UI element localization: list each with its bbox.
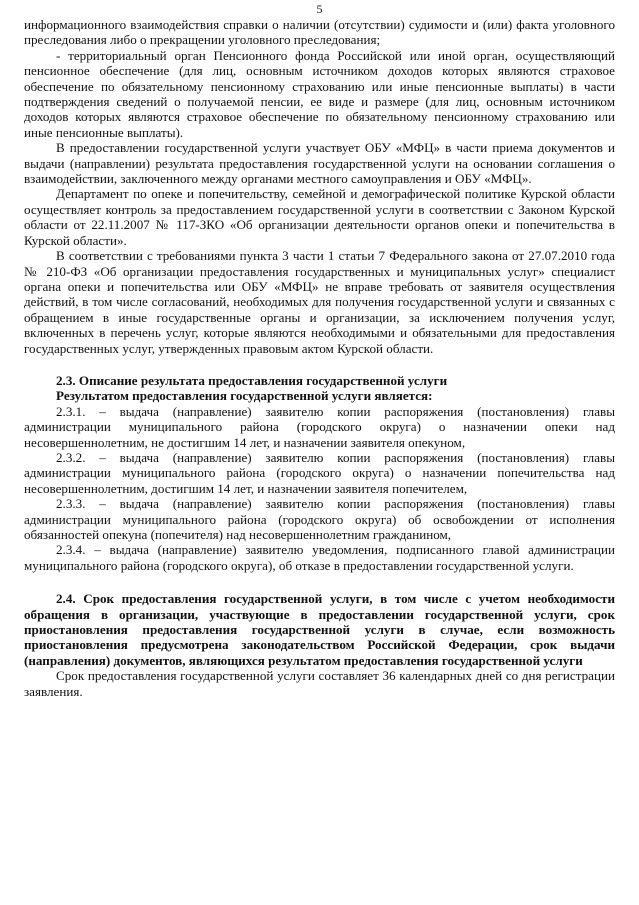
document-page [24,2,615,699]
section-2-3-heading: 2.3. Описание результата предоставления государственной услуги [56,372,448,388]
section-2-3-subheading: Результатом предоставления государственной услуги является: [56,388,433,404]
result-item-2-3-3: 2.3.3. – выдача (направление) заявителю копии распоряжения (постановления) главы администрации муниципального района (городского округа) об освобождении от исполнения обязанностей опекуна (попечителя) над несовершеннолетним гражданином, [24,496,615,542]
result-item-2-3-4: 2.3.4. – выдача (направление) заявителю уведомления, подписанного главой администрации муниципального района (городского округа), об отказе в предоставлении государственной услуги. [24,542,615,573]
section-2-4-body: Срок предоставления государственной услуги составляет 36 календарных дней со дня регистрации заявления. [24,668,615,699]
section-2-4-heading: 2.4. Срок предоставления государственной услуги, в том числе с учетом необходимости обращения в организации, участвующие в предоставлении государственной услуги, срок приостановления предоставления государственной услуги в случае, если возможность приостановления предусмотрена законодательством Российской Федерации, срок выдачи (направления) документов, являющихся результатом предоставления государственной услуги [24,591,615,668]
paragraph-federal-law: В соответствии с требованиями пункта 3 части 1 статьи 7 Федерального закона от 27.07.2010 года № 210-ФЗ «Об организации предоставления государственных и муниципальных услуг» специалист органа опеки и попечительства или ОБУ «МФЦ» не вправе требовать от заявителя осуществления действий, в том числе согласований, необходимых для получения государственной услуги и связанных с обращением в иные государственные органы и организации, за исключением получения услуг, включенных в перечень услуг, которые являются необходимыми и обязательными для предоставления государственных услуг, утвержденных правовым актом Курской области. [24,248,615,356]
paragraph-continuation: информационного взаимодействия справки о наличии (отсутствии) судимости и (или) факта уголовного преследования либо о прекращении уголовного преследования; [24,17,615,48]
page-number: 5 [316,2,323,16]
result-item-2-3-1: 2.3.1. – выдача (направление) заявителю копии распоряжения (постановления) главы администрации муниципального района (городского округа) о назначении опеки над несовершеннолетним, не достигшим 14 лет, и назначении заявителя опекуном, [24,403,615,450]
paragraph-pension-fund: - территориальный орган Пенсионного фонда Российской или иной орган, осуществляющий пенсионное обеспечение (для лиц, основным источником доходов которых являются страховое обеспечение по обязательному пенсионному страхованию или иные пенсионные выплаты) в части подтверждения сведений о получаемой пенсии, ее виде и размере (для лиц, основным источником доходов которых являются страховое обеспечение по обязательному пенсионному страхованию или иные пенсионные выплаты). [24,47,615,140]
paragraph-mfc: В предоставлении государственной услуги участвует ОБУ «МФЦ» в части приема документов и выдачи (направлении) результата предоставления государственной услуги на основании соглашения о взаимодействии, заключенного между органами местного самоуправления и ОБУ «МФЦ». [24,140,615,187]
result-item-2-3-2: 2.3.2. – выдача (направление) заявителю копии распоряжения (постановления) главы администрации муниципального района (городского округа) о назначении попечительства над несовершеннолетним, достигшим 14 лет, и назначении заявителя попечителем, [24,449,615,496]
paragraph-department-control: Департамент по опеке и попечительству, семейной и демографической политике Курской области осуществляет контроль за предоставлением государственной услуги в соответствии с Законом Курской области от 22.11.2007 № 117-ЗКО «Об организации деятельности органов опеки и попечительства в Курской области». [24,186,615,248]
